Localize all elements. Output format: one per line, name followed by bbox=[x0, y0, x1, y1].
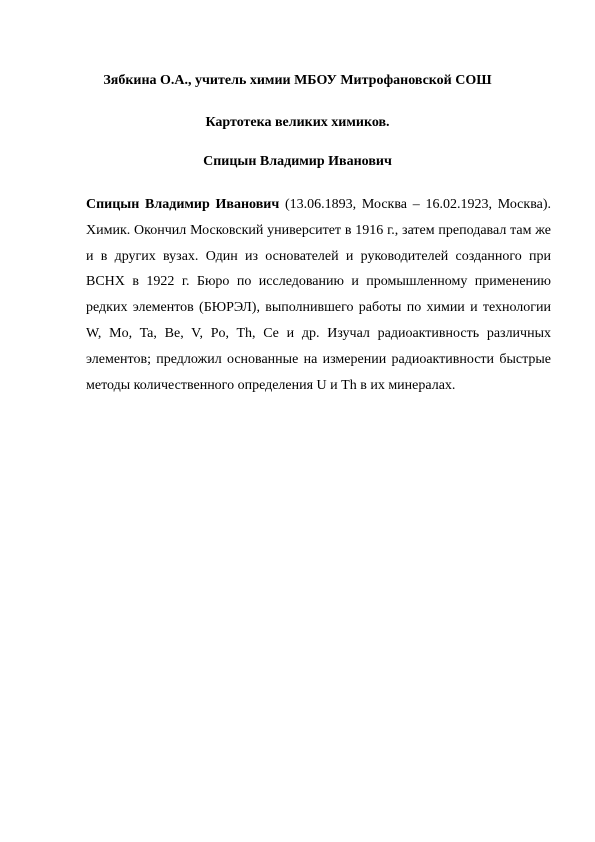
biography-text: (13.06.1893, Москва – 16.02.1923, Москва). Химик. Окончил Московский университет в 1916 г., затем преподавал там же и в других вузах. Один из основателей и руководителей созданного при ВСНХ в 1922 г. Бюро по исследованию и промышленному применению редких элементов (БЮРЭЛ), выполнившего работы по химии и технологии W, Mo, Ta, Be, V, Po, Th, Ce и др. Изучал радиоактивность различных элементов; предложил основанные на измерении радиоактивности быстрые методы количественного определения U и Th в их минералах. bbox=[86, 197, 552, 393]
author-line: Зябкина О.А., учитель химии МБОУ Митрофановской СОШ bbox=[103, 73, 492, 88]
biography-lead-name: Спицын Владимир Иванович bbox=[86, 197, 280, 212]
chemist-name-heading: Спицын Владимир Иванович bbox=[203, 154, 392, 169]
biography-paragraph bbox=[86, 192, 551, 398]
series-title: Картотека великих химиков. bbox=[205, 115, 390, 130]
